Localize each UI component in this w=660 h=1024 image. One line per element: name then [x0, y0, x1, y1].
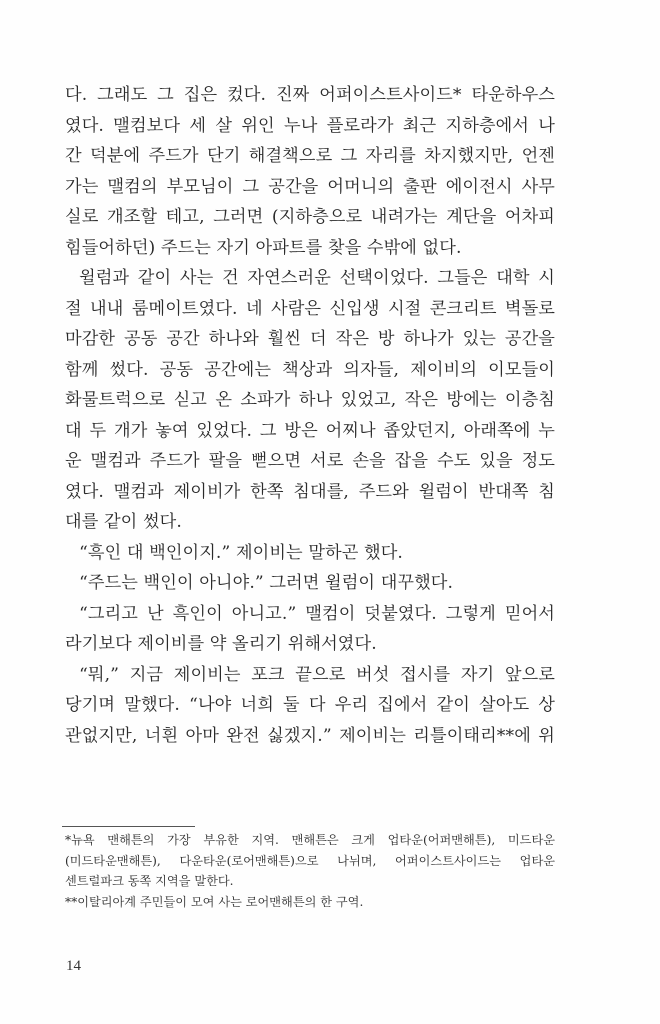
body-line: “그리고 난 흑인이 아니고.” 맬컴이 덧붙였다. 그렇게 믿어서 [79, 603, 555, 624]
body-line: 절 내내 룸메이트였다. 네 사람은 신입생 시절 콘크리트 벽돌로 [65, 298, 555, 319]
body-line: 함께 썼다. 공동 공간에는 책상과 의자들, 제이비의 이모들이 [65, 359, 555, 380]
body-line: 간 덕분에 주드가 단기 해결책으로 그 자리를 차지했지만, 언젠 [65, 146, 555, 166]
body-line: 였다. 맬컴보다 세 살 위인 누나 플로라가 최근 지하층에서 나 [65, 115, 555, 136]
footnote-line: **이탈리아계 주민들이 모여 사는 로어맨해튼의 한 구역. [65, 894, 364, 909]
body-line: 당기며 말했다. “나야 너희 둘 다 우리 집에서 같이 살아도 상 [65, 695, 555, 715]
body-line: 윌럼과 같이 사는 건 자연스러운 선택이었다. 그들은 대학 시 [79, 268, 555, 288]
body-line: “흑인 대 백인이지.” 제이비는 말하곤 했다. [79, 542, 403, 563]
body-line: 다. 그래도 그 집은 컸다. 진짜 어퍼이스트사이드* 타운하우스 [65, 85, 555, 105]
body-line: 대 두 개가 놓여 있었다. 그 방은 어찌나 좁았던지, 아래쪽에 누 [65, 420, 555, 441]
body-line: “주드는 백인이 아니야.” 그러면 윌럼이 대꾸했다. [79, 573, 454, 593]
body-line: 운 맬컴과 주드가 팔을 뻗으면 서로 손을 잡을 수도 있을 정도 [65, 451, 555, 471]
body-line: 관없지만, 너흰 아마 완전 싫겠지.” 제이비는 리틀이태리**에 위 [65, 725, 555, 746]
body-line: 대를 같이 썼다. [65, 512, 182, 532]
body-line: “뭐,” 지금 제이비는 포크 끝으로 버섯 접시를 자기 앞으로 [79, 664, 555, 685]
body-line: 실로 개조할 테고, 그러면 (지하층으로 내려가는 계단을 어차피 [65, 207, 555, 227]
body-line: 마감한 공동 공간 하나와 훨씬 더 작은 방 하나가 있는 공간을 [65, 329, 555, 349]
body-line: 였다. 맬컴과 제이비가 한쪽 침대를, 주드와 윌럼이 반대쪽 침 [65, 481, 555, 502]
footnote-divider [62, 826, 195, 827]
body-line: 화물트럭으로 싣고 온 소파가 하나 있었고, 작은 방에는 이층침 [65, 390, 555, 410]
body-line: 가는 맬컴의 부모님이 그 공간을 어머니의 출판 에이전시 사무 [65, 176, 555, 197]
footnotes [65, 830, 555, 912]
footnote-line: *뉴욕 맨해튼의 가장 부유한 지역. 맨해튼은 크게 업타운(어퍼맨해튼), 미드타운 [65, 833, 555, 847]
body-text [65, 80, 555, 751]
page-number: 14 [66, 958, 81, 974]
body-line: 힘들어하던) 주드는 자기 아파트를 찾을 수밖에 없다. [65, 237, 462, 258]
footnote-line: (미드타운맨해튼), 다운타운(로어맨해튼)으로 나뉘며, 어퍼이스트사이드는 업타운 [65, 853, 555, 868]
footnote-line: 센트럴파크 동쪽 지역을 말한다. [65, 874, 234, 888]
body-line: 라기보다 제이비를 약 올리기 위해서였다. [65, 634, 377, 654]
